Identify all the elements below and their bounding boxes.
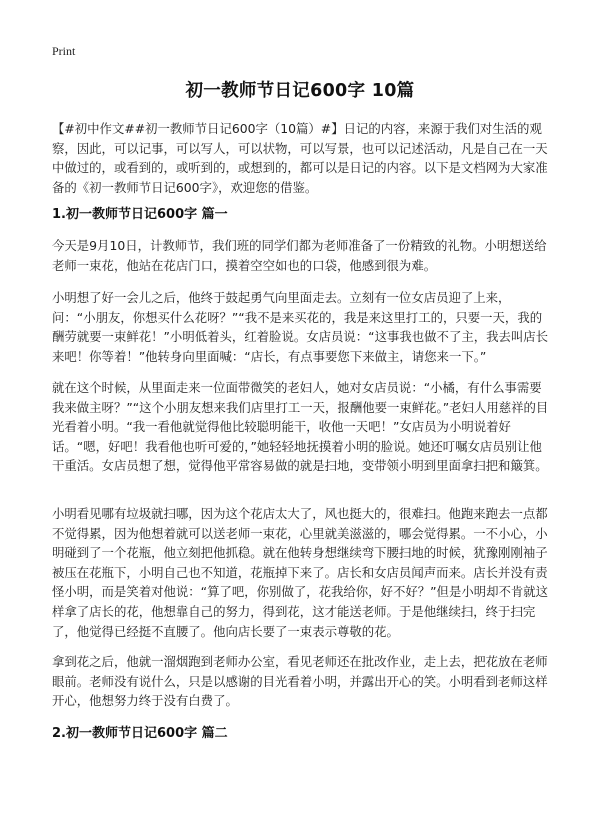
- document-title: 初一教师节日记600字 10篇: [185, 81, 415, 101]
- section-heading-2: 2.初一教师节日记600字 篇二: [52, 726, 228, 741]
- section1-paragraph-5: 拿到花之后，他就一溜烟跑到老师办公室，看见老师还在批改作业，走上去，把花放在老师眼前。老师没有说什么，只是以感谢的目光看着小明，并露出开心的笑。小明看到老师这样开心，他想努力终于没有白费了。: [52, 654, 548, 709]
- print-label: Print: [52, 44, 76, 58]
- section1-paragraph-2: 小明想了好一会儿之后，他终于鼓起勇气向里面走去。立刻有一位女店员迎了上来，问：“小朋友，你想买什么花呀？”“我不是来买花的，我是来这里打工的，只要一天，我的酬劳就要一束鲜花！”小明低着头，红着脸说。女店员说：“这事我也做不了主，我去叫店长来吧！你等着！”他转身向里面喊：“店长，有点事要您下来做主，请您来一下。”: [52, 290, 549, 364]
- intro-paragraph: 【#初中作文##初一教师节日记600字（10篇）#】日记的内容，来源于我们对生活的观察，因此，可以记事，可以写人，可以状物，可以写景，也可以记述活动，凡是自己在一天中做过的，或看到的，或听到的，或想到的，都可以是日记的内容。以下是文档网为大家准备的《初一教师节日记600字》，欢迎您的借鉴。: [52, 121, 548, 195]
- section1-paragraph-1: 今天是9月10日，计教师节，我们班的同学们都为老师准备了一份精致的礼物。小明想送给老师一束花，他站在花店门口，摸着空空如也的口袋，他感到很为难。: [52, 238, 547, 273]
- section1-paragraph-3: 就在这个时候，从里面走来一位面带微笑的老妇人，她对女店员说：“小橘，有什么事需要我来做主呀？”“这个小朋友想来我们店里打工一天，报酬他要一束鲜花。”老妇人用慈祥的目光看着小明。“我一看他就觉得他比较聪明能干，收他一天吧！”女店员为小明说着好话。“嗯，好吧！我看他也听可爱的，”她轻轻地抚摸着小明的脸说。她还叮嘱女店员别让他干重活。女店员想了想，觉得他平常容易做的就是扫地，变带领小明到里面拿扫把和簸箕。: [52, 380, 549, 474]
- section-heading-1: 1.初一教师节日记600字 篇一: [52, 207, 228, 222]
- section1-paragraph-4: 小明看见哪有垃圾就扫哪，因为这个花店太大了，风也挺大的，很难扫。他跑来跑去一点都不觉得累，因为他想着就可以送老师一束花，心里就美滋滋的，哪会觉得累。一不小心，小明碰到了一个花瓶，他立刻把他抓稳。就在他转身想继续弯下腰扫地的时候，犹豫刚刚袖子被压在花瓶下，小明自己也不知道，花瓶掉下来了。店长和女店员闻声而来。店长并没有责怪小明，而是笑着对他说：“算了吧，你别做了，花我给你，好不好？”但是小明却不肯就这样拿了店长的花，他想靠自己的努力，得到花，这才能送老师。于是他继续扫，终于扫完了，他觉得已经挺不直腰了。他向店长要了一束表示尊敬的花。: [52, 506, 549, 639]
